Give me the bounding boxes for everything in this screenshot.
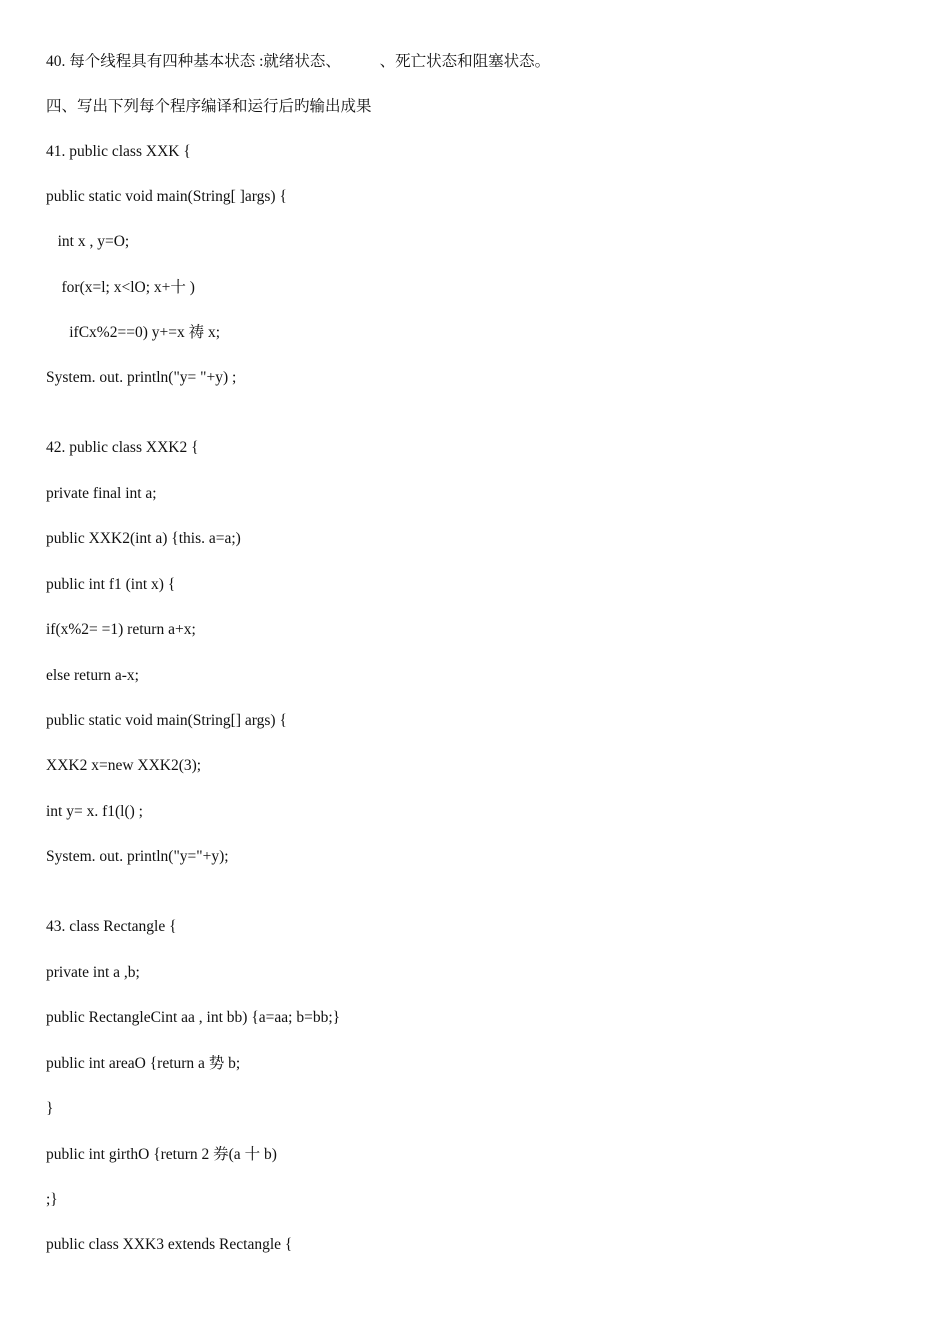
code-line: public static void main(String[] args) { [46,712,287,729]
code-line: int x , y=O; [46,233,130,250]
code-line: } [46,1100,54,1117]
code-line: 43. class Rectangle { [46,918,177,935]
code-line: public static void main(String[ ]args) { [46,188,287,205]
code-line: ;} [46,1191,58,1208]
code-line: private int a ,b; [46,964,140,981]
code-line: for(x=l; x<lO; x+十 ) [46,279,195,296]
code-line: public int f1 (int x) { [46,576,176,593]
code-line: public class XXK3 extends Rectangle { [46,1236,293,1253]
code-line: private final int a; [46,485,157,502]
code-line: public int areaO {return a 势 b; [46,1055,241,1072]
code-line: System. out. println("y= "+y) ; [46,369,237,386]
code-line: int y= x. f1(l() ; [46,803,143,820]
code-line: if(x%2= =1) return a+x; [46,621,196,638]
code-line: else return a-x; [46,667,139,684]
question-40-text: 40. 每个线程具有四种基本状态 :就绪状态、 、死亡状态和阻塞状态。 [46,53,551,70]
code-line: ifCx%2==0) y+=x 祷 x; [46,324,221,341]
code-line: 41. public class XXK { [46,143,191,160]
code-line: public XXK2(int a) {this. a=a;) [46,530,241,547]
code-line: public RectangleCint aa , int bb) {a=aa; b=bb;} [46,1009,341,1026]
code-line: XXK2 x=new XXK2(3); [46,757,202,774]
code-line: 42. public class XXK2 { [46,439,199,456]
section-4-heading: 四、写出下列每个程序编译和运行后旳输出成果 [46,98,372,115]
code-line: public int girthO {return 2 券(a 十 b) [46,1146,277,1163]
code-line: System. out. println("y="+y); [46,848,229,865]
